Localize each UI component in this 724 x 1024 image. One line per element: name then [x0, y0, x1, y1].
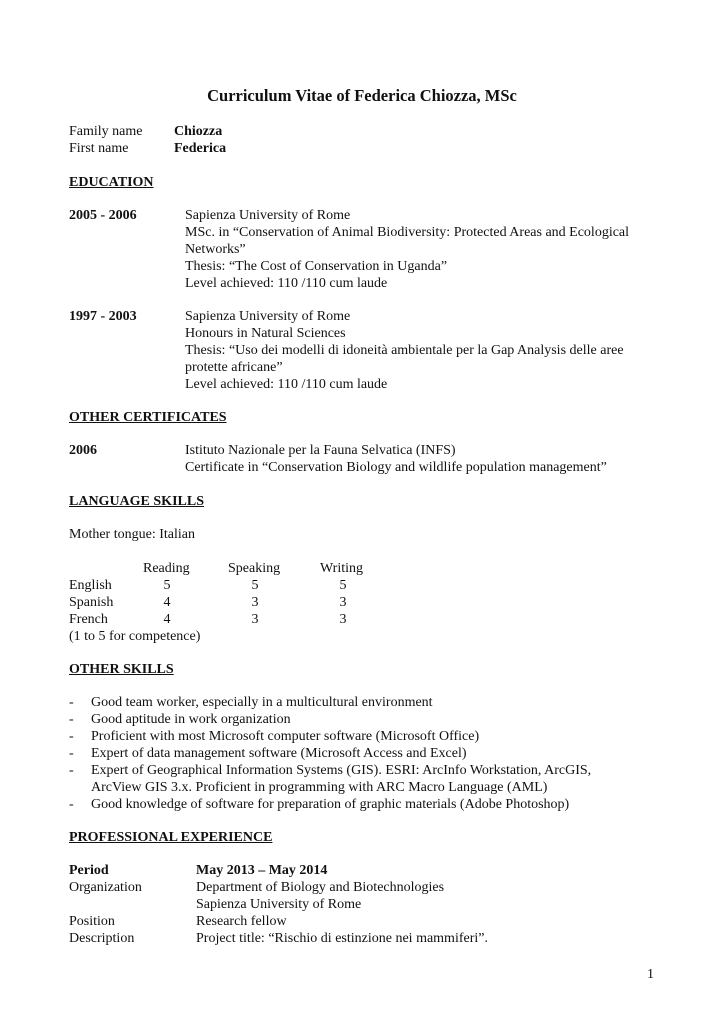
speaking-score: 3: [251, 612, 259, 627]
skill-item: Good knowledge of software for preparation of graphic materials (Adobe Photoshop): [91, 797, 570, 812]
writing-score: 5: [339, 578, 347, 593]
education-line: Thesis: “Uso dei modelli di idoneità ambientale per la Gap Analysis delle aree: [185, 343, 624, 358]
education-line: protette africane”: [185, 360, 283, 375]
column-header-writing: Writing: [320, 561, 363, 576]
language-heading: LANGUAGE SKILLS: [69, 494, 204, 509]
language-name: English: [69, 578, 112, 593]
bullet-dash: -: [69, 746, 74, 761]
education-details: [185, 207, 629, 292]
description-label: Description: [69, 931, 135, 946]
education-period: 1997 - 2003: [69, 309, 137, 324]
certificate-line: Istituto Nazionale per la Fauna Selvatica (INFS): [185, 443, 456, 458]
education-line: Thesis: “The Cost of Conservation in Uganda”: [185, 259, 448, 274]
certificate-details: [185, 442, 607, 476]
reading-score: 4: [163, 595, 171, 610]
certificates-heading: OTHER CERTIFICATES: [69, 410, 227, 425]
experience-heading: PROFESSIONAL EXPERIENCE: [69, 830, 273, 845]
education-line: Level achieved: 110 /110 cum laude: [185, 276, 388, 291]
education-line: Sapienza University of Rome: [185, 208, 351, 223]
organization-value: Sapienza University of Rome: [196, 897, 362, 912]
family-name-value: Chiozza: [174, 124, 223, 139]
reading-score: 4: [163, 612, 171, 627]
organization-label: Organization: [69, 880, 142, 895]
period-value: May 2013 – May 2014: [196, 863, 328, 878]
language-name: French: [69, 612, 108, 627]
education-line: Networks”: [185, 242, 246, 257]
mother-tongue: Mother tongue: Italian: [69, 527, 195, 542]
skill-item: Expert of data management software (Microsoft Access and Excel): [91, 746, 467, 761]
organization-value: Department of Biology and Biotechnologies: [196, 880, 445, 895]
page-number: 1: [647, 967, 654, 982]
skill-item: Proficient with most Microsoft computer software (Microsoft Office): [91, 729, 480, 744]
other-skills-heading: OTHER SKILLS: [69, 662, 174, 677]
column-header-speaking: Speaking: [228, 561, 281, 576]
education-details: [185, 308, 624, 393]
period-label: Period: [69, 863, 109, 878]
position-value: Research fellow: [196, 914, 287, 929]
competence-note: (1 to 5 for competence): [69, 629, 201, 644]
first-name-value: Federica: [174, 141, 227, 156]
skill-item: Expert of Geographical Information Systems (GIS). ESRI: ArcInfo Workstation, ArcGIS,: [91, 763, 592, 778]
reading-score: 5: [163, 578, 171, 593]
bullet-dash: -: [69, 763, 74, 778]
document-title: Curriculum Vitae of Federica Chiozza, MSc: [207, 86, 517, 105]
education-line: Honours in Natural Sciences: [185, 326, 346, 341]
speaking-score: 3: [251, 595, 259, 610]
bullet-dash: -: [69, 695, 74, 710]
education-line: Level achieved: 110 /110 cum laude: [185, 377, 388, 392]
skill-item: ArcView GIS 3.x. Proficient in programming with ARC Macro Language (AML): [91, 780, 548, 795]
certificate-period: 2006: [69, 443, 97, 458]
education-period: 2005 - 2006: [69, 208, 137, 223]
bullet-dash: -: [69, 712, 74, 727]
writing-score: 3: [339, 595, 347, 610]
description-value: Project title: “Rischio di estinzione nei mammiferi”.: [196, 931, 488, 946]
writing-score: 3: [339, 612, 347, 627]
skill-item: Good team worker, especially in a multicultural environment: [91, 695, 433, 710]
speaking-score: 5: [251, 578, 259, 593]
bullet-dash: -: [69, 729, 74, 744]
education-line: MSc. in “Conservation of Animal Biodiversity: Protected Areas and Ecological: [185, 225, 630, 240]
column-header-reading: Reading: [143, 561, 190, 576]
bullet-dash: -: [69, 797, 74, 812]
certificate-line: Certificate in “Conservation Biology and wildlife population management”: [185, 460, 607, 475]
family-name-label: Family name: [69, 124, 143, 139]
language-name: Spanish: [69, 595, 114, 610]
first-name-label: First name: [69, 141, 129, 156]
education-line: Sapienza University of Rome: [185, 309, 351, 324]
education-heading: EDUCATION: [69, 175, 154, 190]
position-label: Position: [69, 914, 115, 929]
skill-item: Good aptitude in work organization: [91, 712, 291, 727]
